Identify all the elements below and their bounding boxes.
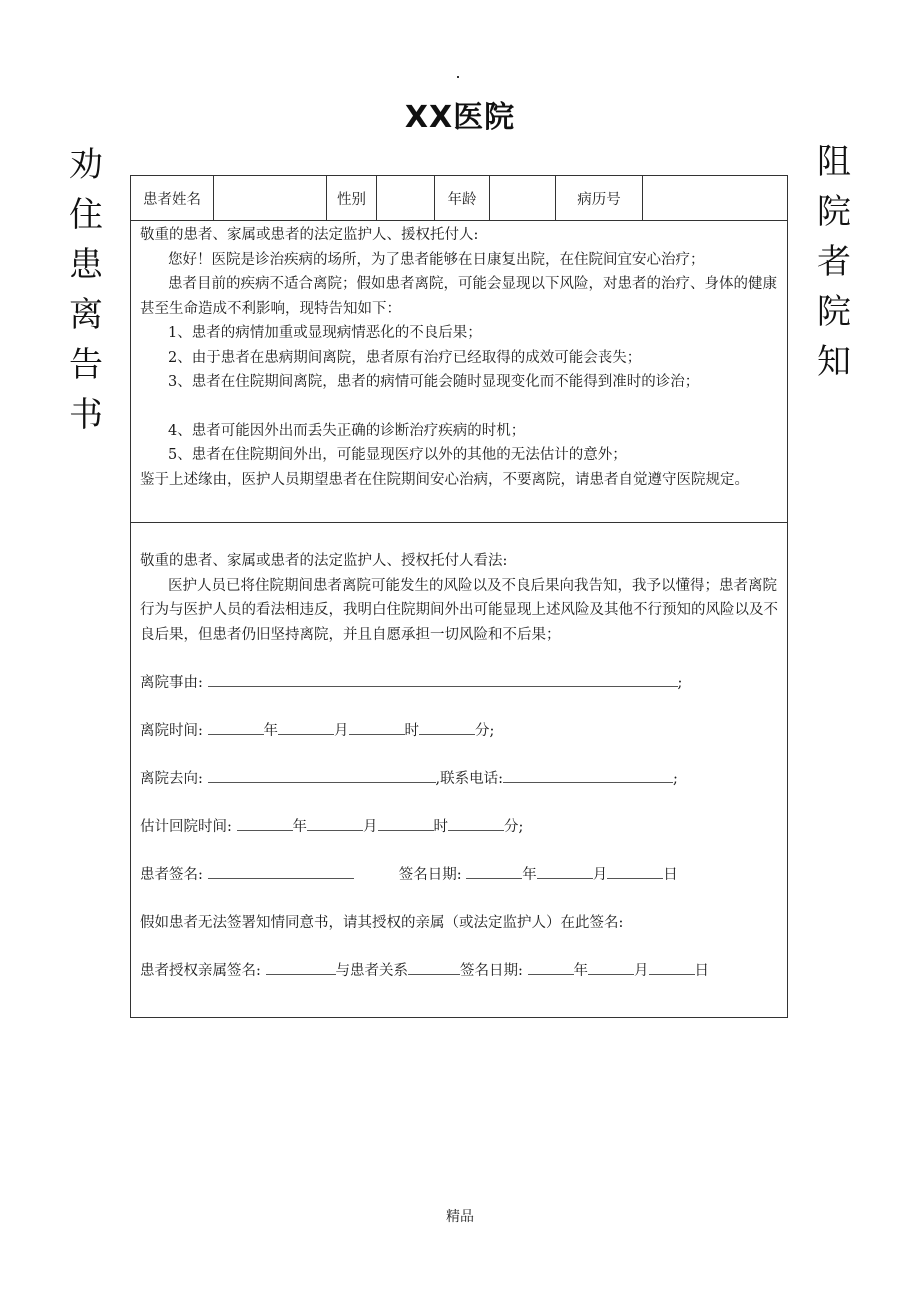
risk-item: 3、患者在住院期间离院，患者的病情可能会随时显现变化而不能得到准时的诊治； [168, 374, 700, 390]
minute-unit: 分; [504, 819, 524, 835]
side-char: 院 [817, 292, 851, 332]
hour-unit: 时 [404, 723, 419, 739]
page-footer: 精品 [446, 1209, 474, 1225]
discharge-form [130, 175, 788, 1018]
leave-time-row [140, 719, 778, 767]
notice-paragraph: 患者目前的疾病不适合离院；假如患者离院，可能会显现以下风险，对患者的治疗、身体的健康甚至生命造成不利影响，现特告知如下： [140, 276, 777, 317]
risk-item: 2、由于患者在患病期间离院，患者原有治疗已经取得的成效可能会丧失； [168, 349, 642, 366]
sign-date-label: 签名日期: [398, 867, 462, 883]
reason-end: ; [677, 675, 683, 691]
side-char: 书 [69, 395, 103, 435]
hour-unit: 时 [433, 819, 448, 835]
year-unit: 年 [522, 867, 537, 883]
notice-paragraph: 您好！医院是诊治疾病的场所，为了患者能够在日康复出院，在住院间宜安心治疗； [168, 251, 705, 268]
opinion-salutation: 敬重的患者、家属或患者的法定监护人、授权托付人看法: [140, 553, 508, 569]
proxy-signature-input[interactable] [266, 960, 336, 975]
reason-label: 离院事由: [140, 675, 203, 691]
risk-item: 1、患者的病情加重或显现病情恶化的不良后果； [168, 325, 482, 341]
month-unit: 月 [634, 963, 649, 979]
leave-month-input[interactable] [278, 720, 334, 735]
sign-year-input[interactable] [466, 864, 522, 879]
notice-conclusion: 鉴于上述缘由，医护人员期望患者在住院期间安心治病，不要离院，请患者自觉遵守医院规定。 [140, 471, 749, 488]
age-field[interactable] [490, 176, 556, 220]
proxy-month-input[interactable] [588, 960, 634, 975]
opinion-section [131, 523, 787, 1007]
return-time-label: 估计回院时间: [140, 819, 232, 835]
day-unit: 日 [694, 963, 709, 979]
return-year-input[interactable] [237, 816, 293, 831]
age-label: 年龄 [435, 176, 490, 220]
relation-input[interactable] [408, 960, 460, 975]
side-char: 离 [69, 295, 103, 335]
notice-salutation: 敬重的患者、家属或患者的法定监护人、援权托付人: [140, 227, 479, 243]
document-title: XX医院 [404, 100, 516, 135]
phone-input[interactable] [503, 768, 673, 783]
phone-label: ,联系电话: [435, 771, 503, 787]
proxy-date-label: 签名日期: [460, 963, 523, 979]
risk-item: 4、患者可能因外出而丢失正确的诊断治疗疾病的时机； [168, 422, 526, 439]
patient-sign-label: 患者签名: [140, 867, 203, 883]
month-unit: 月 [592, 867, 608, 883]
record-number-label: 病历号 [556, 176, 643, 220]
gender-label: 性别 [327, 176, 377, 220]
destination-input[interactable] [208, 768, 436, 783]
destination-label: 离院去向: [140, 771, 203, 787]
return-time-row [140, 815, 778, 863]
reason-input[interactable] [208, 672, 678, 687]
leave-hour-input[interactable] [349, 720, 405, 735]
month-unit: 月 [363, 819, 378, 835]
decorative-dot [457, 76, 459, 78]
month-unit: 月 [334, 723, 349, 739]
patient-signature-input[interactable] [208, 864, 354, 879]
proxy-signature-row [140, 959, 778, 1007]
leave-year-input[interactable] [208, 720, 264, 735]
name-label: 患者姓名 [131, 176, 214, 220]
side-char: 阻 [817, 142, 851, 182]
side-char: 患 [69, 245, 103, 285]
proxy-year-input[interactable] [528, 960, 574, 975]
return-minute-input[interactable] [448, 816, 504, 831]
return-hour-input[interactable] [378, 816, 434, 831]
side-title-right [814, 137, 854, 387]
side-title-left [66, 140, 106, 440]
side-char: 院 [817, 192, 851, 232]
side-char: 劝 [69, 145, 103, 185]
year-unit: 年 [263, 723, 278, 739]
leave-minute-input[interactable] [419, 720, 475, 735]
proxy-day-input[interactable] [649, 960, 695, 975]
phone-end: ; [673, 771, 678, 787]
side-char: 者 [817, 242, 851, 282]
name-field[interactable] [214, 176, 327, 220]
patient-info-row [131, 176, 787, 221]
side-char: 住 [69, 195, 103, 235]
leave-time-label: 离院时间: [140, 723, 203, 739]
day-unit: 日 [663, 867, 678, 883]
minute-unit: 分; [475, 723, 495, 739]
return-month-input[interactable] [307, 816, 363, 831]
notice-section [131, 221, 787, 523]
side-char: 告 [69, 345, 103, 385]
patient-signature-row [140, 863, 778, 911]
year-unit: 年 [573, 963, 588, 979]
opinion-paragraph: 医护人员已将住院期间患者离院可能发生的风险以及不良后果向我告知，我予以懂得；患者离院行为与医护人员的看法相违反，我明白住院期间外出可能显现上述风险及其他不行预知的风险以及不良后果，但患者仍旧坚持离院，并且自愿承担一切风险和不后果； [140, 577, 778, 643]
destination-row [140, 767, 778, 815]
risk-item: 5、患者在住院期间外出，可能显现医疗以外的其他的无法估计的意外； [168, 447, 627, 463]
year-unit: 年 [292, 819, 307, 835]
relation-label: 与患者关系 [335, 963, 408, 979]
sign-day-input[interactable] [607, 864, 663, 879]
gender-field[interactable] [377, 176, 435, 220]
reason-row [140, 671, 778, 719]
sign-month-input[interactable] [537, 864, 593, 879]
proxy-note: 假如患者无法签署知情同意书，请其授权的亲属（或法定监护人）在此签名: [140, 915, 624, 931]
proxy-sign-label: 患者授权亲属签名: [140, 963, 261, 979]
record-number-field[interactable] [643, 176, 787, 220]
side-char: 知 [817, 342, 851, 382]
